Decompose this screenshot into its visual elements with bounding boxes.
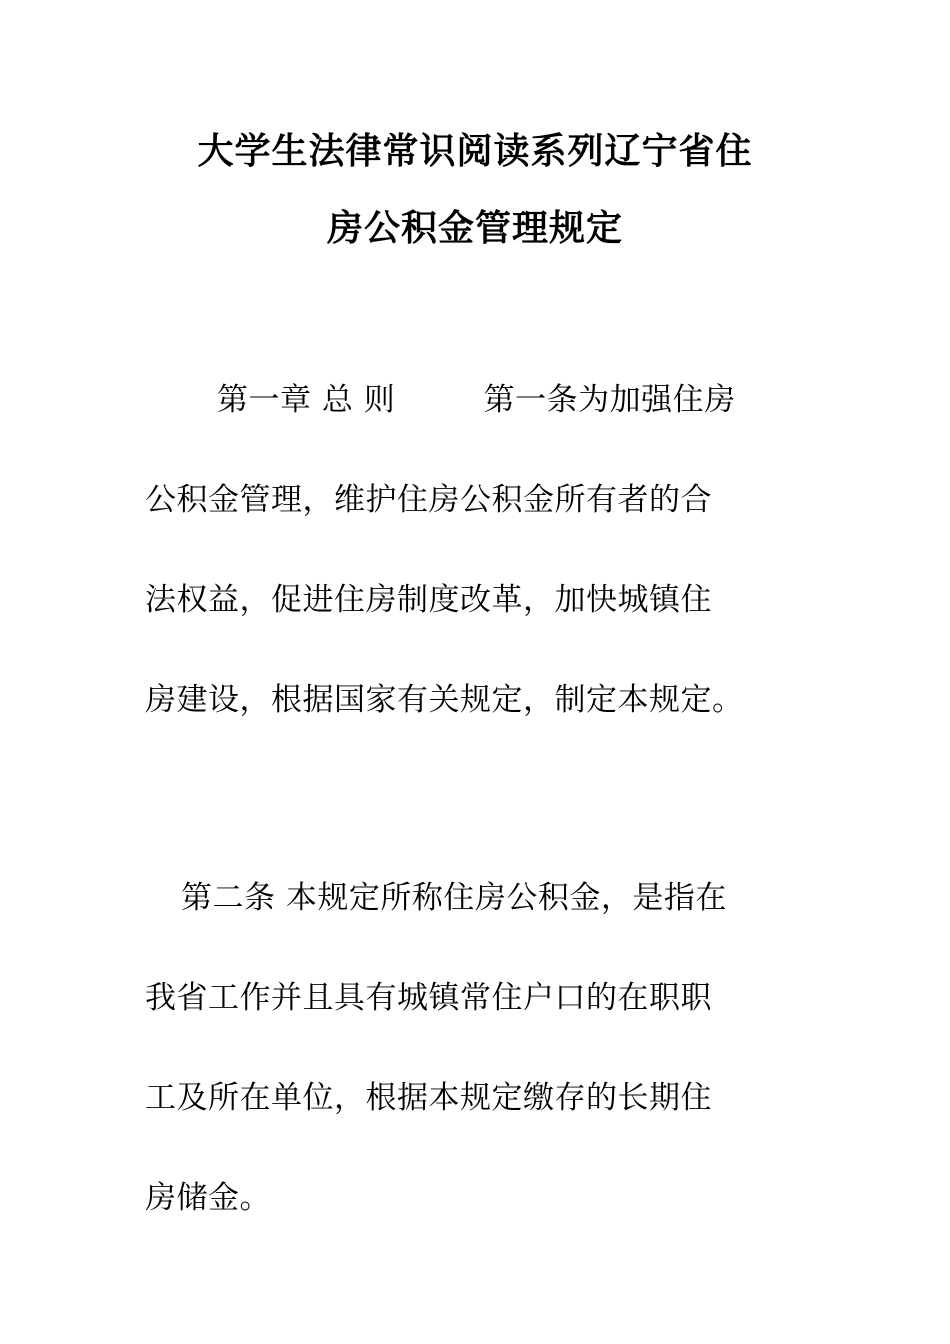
article-1-line-3: 法权益，促进住房制度改革，加快城镇住 [145,582,712,618]
article-2-line-2: 我省工作并且具有城镇常住户口的在职职 [145,980,712,1016]
document-title-line-1: 大学生法律常识阅读系列辽宁省住 [197,131,753,172]
document-title-line-2: 房公积金管理规定 [326,208,623,249]
chapter-and-article-1-line [145,380,736,420]
article-1-line-4: 房建设，根据国家有关规定，制定本规定。 [145,682,744,718]
article-1-line-2: 公积金管理，维护住房公积金所有者的合 [145,482,712,518]
article-1-line-1: 第一条为加强住房 [483,382,736,418]
article-2-line-4: 房储金。 [145,1180,271,1216]
article-2-line-3: 工及所在单位，根据本规定缴存的长期住 [145,1080,712,1116]
chapter-heading: 第一章 总 则 [217,382,396,418]
article-2-line-1: 第二条 本规定所称住房公积金，是指在 [181,880,727,916]
article-2-first-line [145,878,727,918]
